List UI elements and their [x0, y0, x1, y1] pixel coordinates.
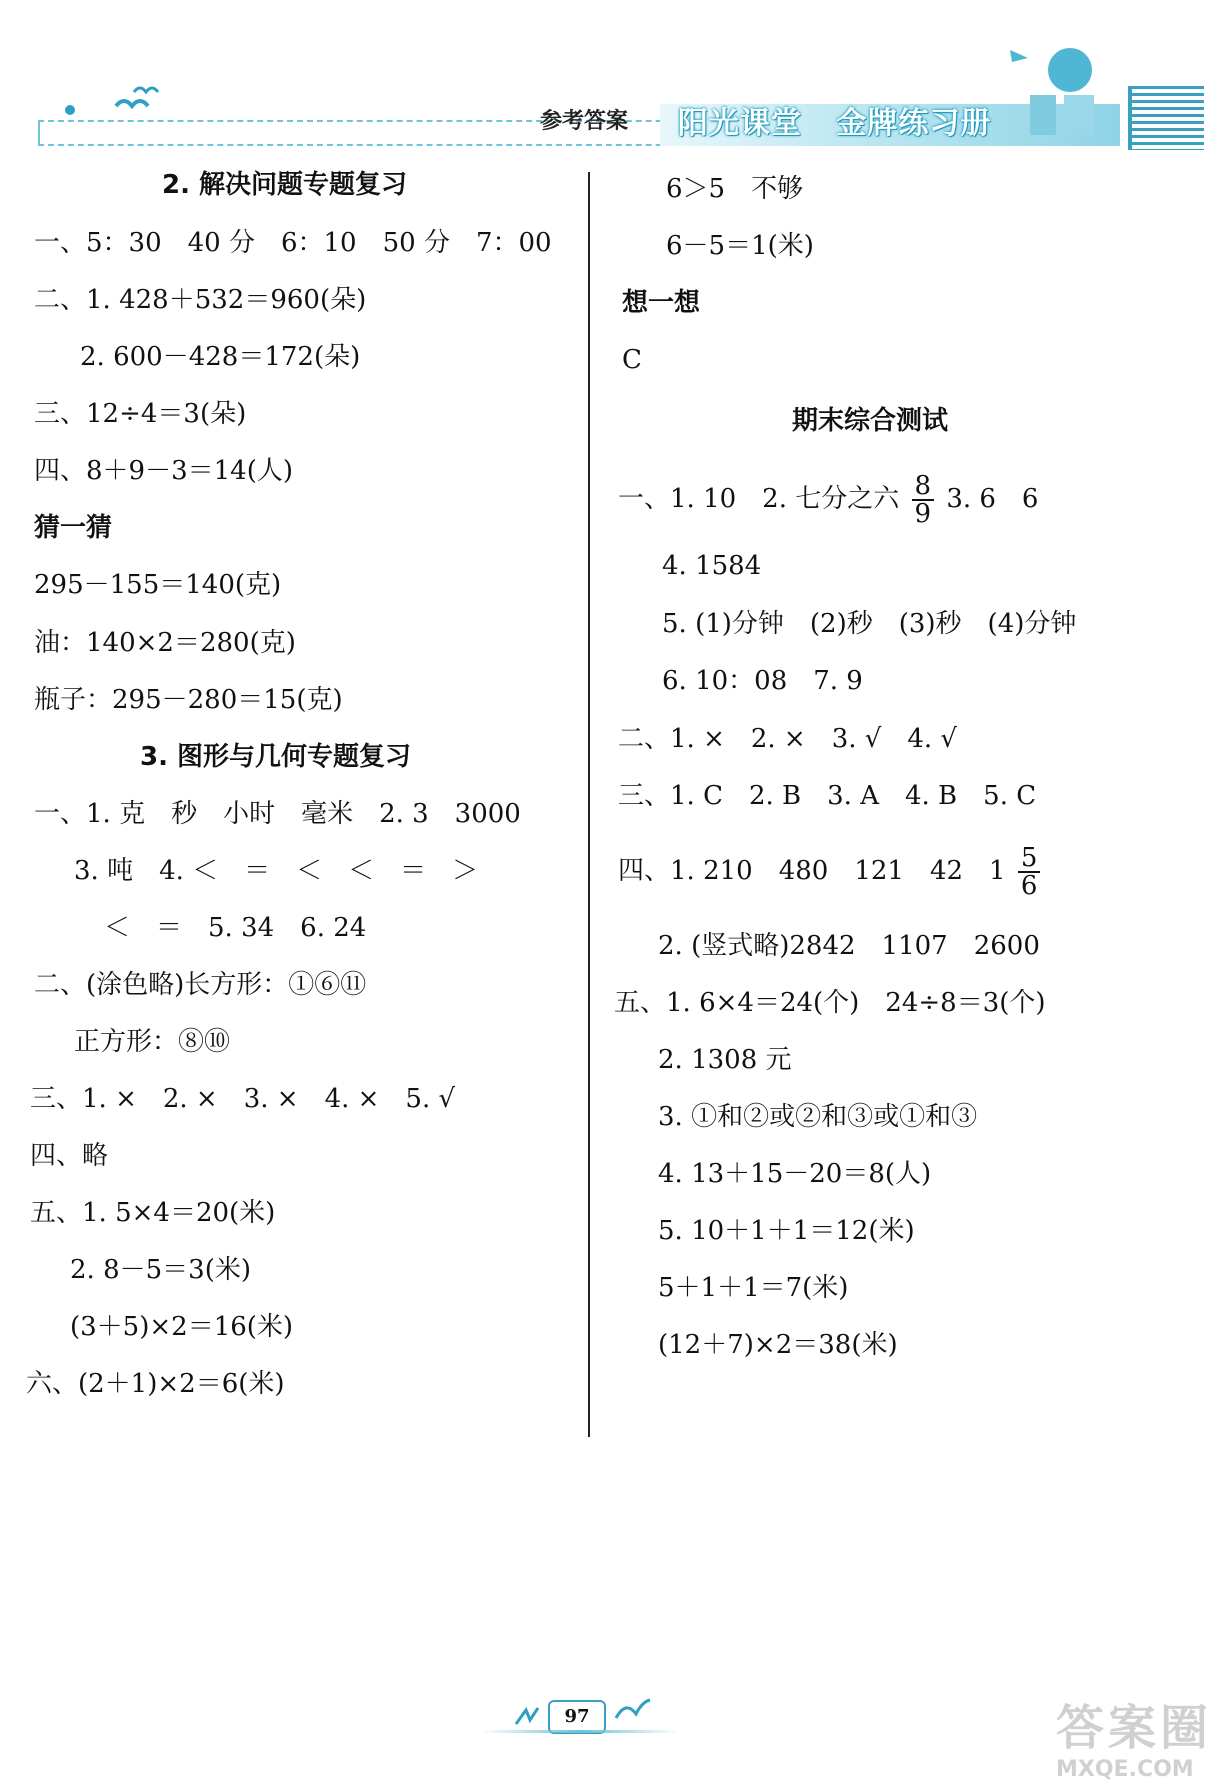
answer-line-fraction	[618, 838, 1044, 904]
answer-line: 正方形：⑧⑩	[74, 1027, 231, 1057]
star-decoration-icon	[512, 1704, 542, 1728]
header-stripes	[1128, 86, 1204, 150]
section-title-final-test: 期末综合测试	[792, 406, 949, 436]
answer-line: 四、8＋9－3＝14(人)	[34, 456, 293, 486]
footer-rule	[480, 1730, 680, 1733]
answer-line: C	[622, 345, 642, 375]
answer-line: 三、12÷4＝3(朵)	[34, 399, 247, 429]
answer-line: 3. 吨 4. ＜ ＝ ＜ ＜ ＝ ＞	[74, 856, 479, 886]
answer-line: 5. (1)分钟 (2)秒 (3)秒 (4)分钟	[662, 609, 1077, 639]
answer-line: 6. 10：08 7. 9	[662, 666, 863, 696]
answer-line: 6＞5 不够	[666, 174, 804, 204]
answer-line: 油：140×2＝280(克)	[34, 628, 296, 658]
fraction	[1018, 845, 1041, 899]
answer-line: 6－5＝1(米)	[666, 231, 814, 261]
answer-line: 2. 1308 元	[658, 1045, 792, 1075]
subheading-think: 想一想	[622, 288, 701, 318]
answer-line: 三、1. C 2. B 3. A 4. B 5. C	[618, 781, 1037, 811]
answer-line: 五、1. 5×4＝20(米)	[30, 1198, 276, 1228]
answer-line: 二、1. × 2. × 3. √ 4. √	[618, 724, 957, 754]
section-title-problem-solving: 2. 解决问题专题复习	[162, 170, 408, 200]
answer-line: 五、1. 6×4＝24(个) 24÷8＝3(个)	[614, 988, 1046, 1018]
answer-line: 5. 10＋1＋1＝12(米)	[658, 1216, 915, 1246]
kids-illustration-icon	[1000, 40, 1120, 140]
answer-line: 瓶子：295－280＝15(克)	[34, 685, 343, 715]
page-header	[0, 0, 1226, 160]
answer-line: 一、5：30 40 分 6：10 50 分 7：00	[34, 228, 552, 258]
page-footer	[480, 1700, 680, 1740]
bird-decoration-icon	[612, 1694, 652, 1730]
section-title-geometry: 3. 图形与几何专题复习	[140, 742, 412, 772]
answer-line: 二、(涂色略)长方形：①⑥⑪	[34, 970, 367, 1000]
answer-text: 一、1. 10 2. 七分之六	[618, 484, 900, 514]
answer-key-label: 参考答案	[540, 109, 629, 134]
answer-line: 三、1. × 2. × 3. × 4. × 5. √	[30, 1084, 456, 1114]
fraction-numerator: 5	[1018, 845, 1041, 873]
watermark-url: MXQE.COM	[1056, 1757, 1194, 1782]
answer-line: 3. ①和②或②和③或①和③	[658, 1102, 978, 1132]
answer-line: 六、(2＋1)×2＝6(米)	[26, 1369, 285, 1399]
answer-line: 2. 600－428＝172(朵)	[80, 342, 361, 372]
fraction	[912, 473, 935, 527]
answer-line: 4. 13＋15－20＝8(人)	[658, 1159, 932, 1189]
page-number: 97	[548, 1700, 606, 1734]
fraction-numerator: 8	[912, 473, 935, 501]
answer-text: 3. 6 6	[946, 484, 1039, 514]
answer-line: (3＋5)×2＝16(米)	[70, 1312, 294, 1342]
brand-title: 阳光课堂 金牌练习册	[678, 106, 992, 141]
fraction-denominator: 9	[914, 499, 932, 529]
answer-text: 四、1. 210 480 121 42 1	[618, 856, 1006, 886]
answer-line: 295－155＝140(克)	[34, 570, 282, 600]
answer-line: 四、略	[30, 1141, 109, 1171]
answer-line-fraction	[618, 466, 1038, 532]
answer-line: ＜ ＝ 5. 34 6. 24	[104, 913, 367, 943]
answer-line: 2. 8－5＝3(米)	[70, 1255, 251, 1285]
answer-line: 4. 1584	[662, 551, 762, 581]
answer-line: 5＋1＋1＝7(米)	[658, 1273, 849, 1303]
column-divider	[588, 172, 590, 1437]
answer-line: 一、1. 克 秒 小时 毫米 2. 3 3000	[34, 799, 521, 829]
answer-line: 2. (竖式略)2842 1107 2600	[658, 931, 1040, 961]
watermark	[1056, 1700, 1226, 1792]
answer-line: 二、1. 428＋532＝960(朵)	[34, 285, 367, 315]
watermark-logo: 答案圈	[1056, 1700, 1213, 1756]
subheading-guess: 猜一猜	[34, 513, 113, 543]
answer-line: (12＋7)×2＝38(米)	[658, 1330, 898, 1360]
fraction-denominator: 6	[1020, 871, 1038, 901]
